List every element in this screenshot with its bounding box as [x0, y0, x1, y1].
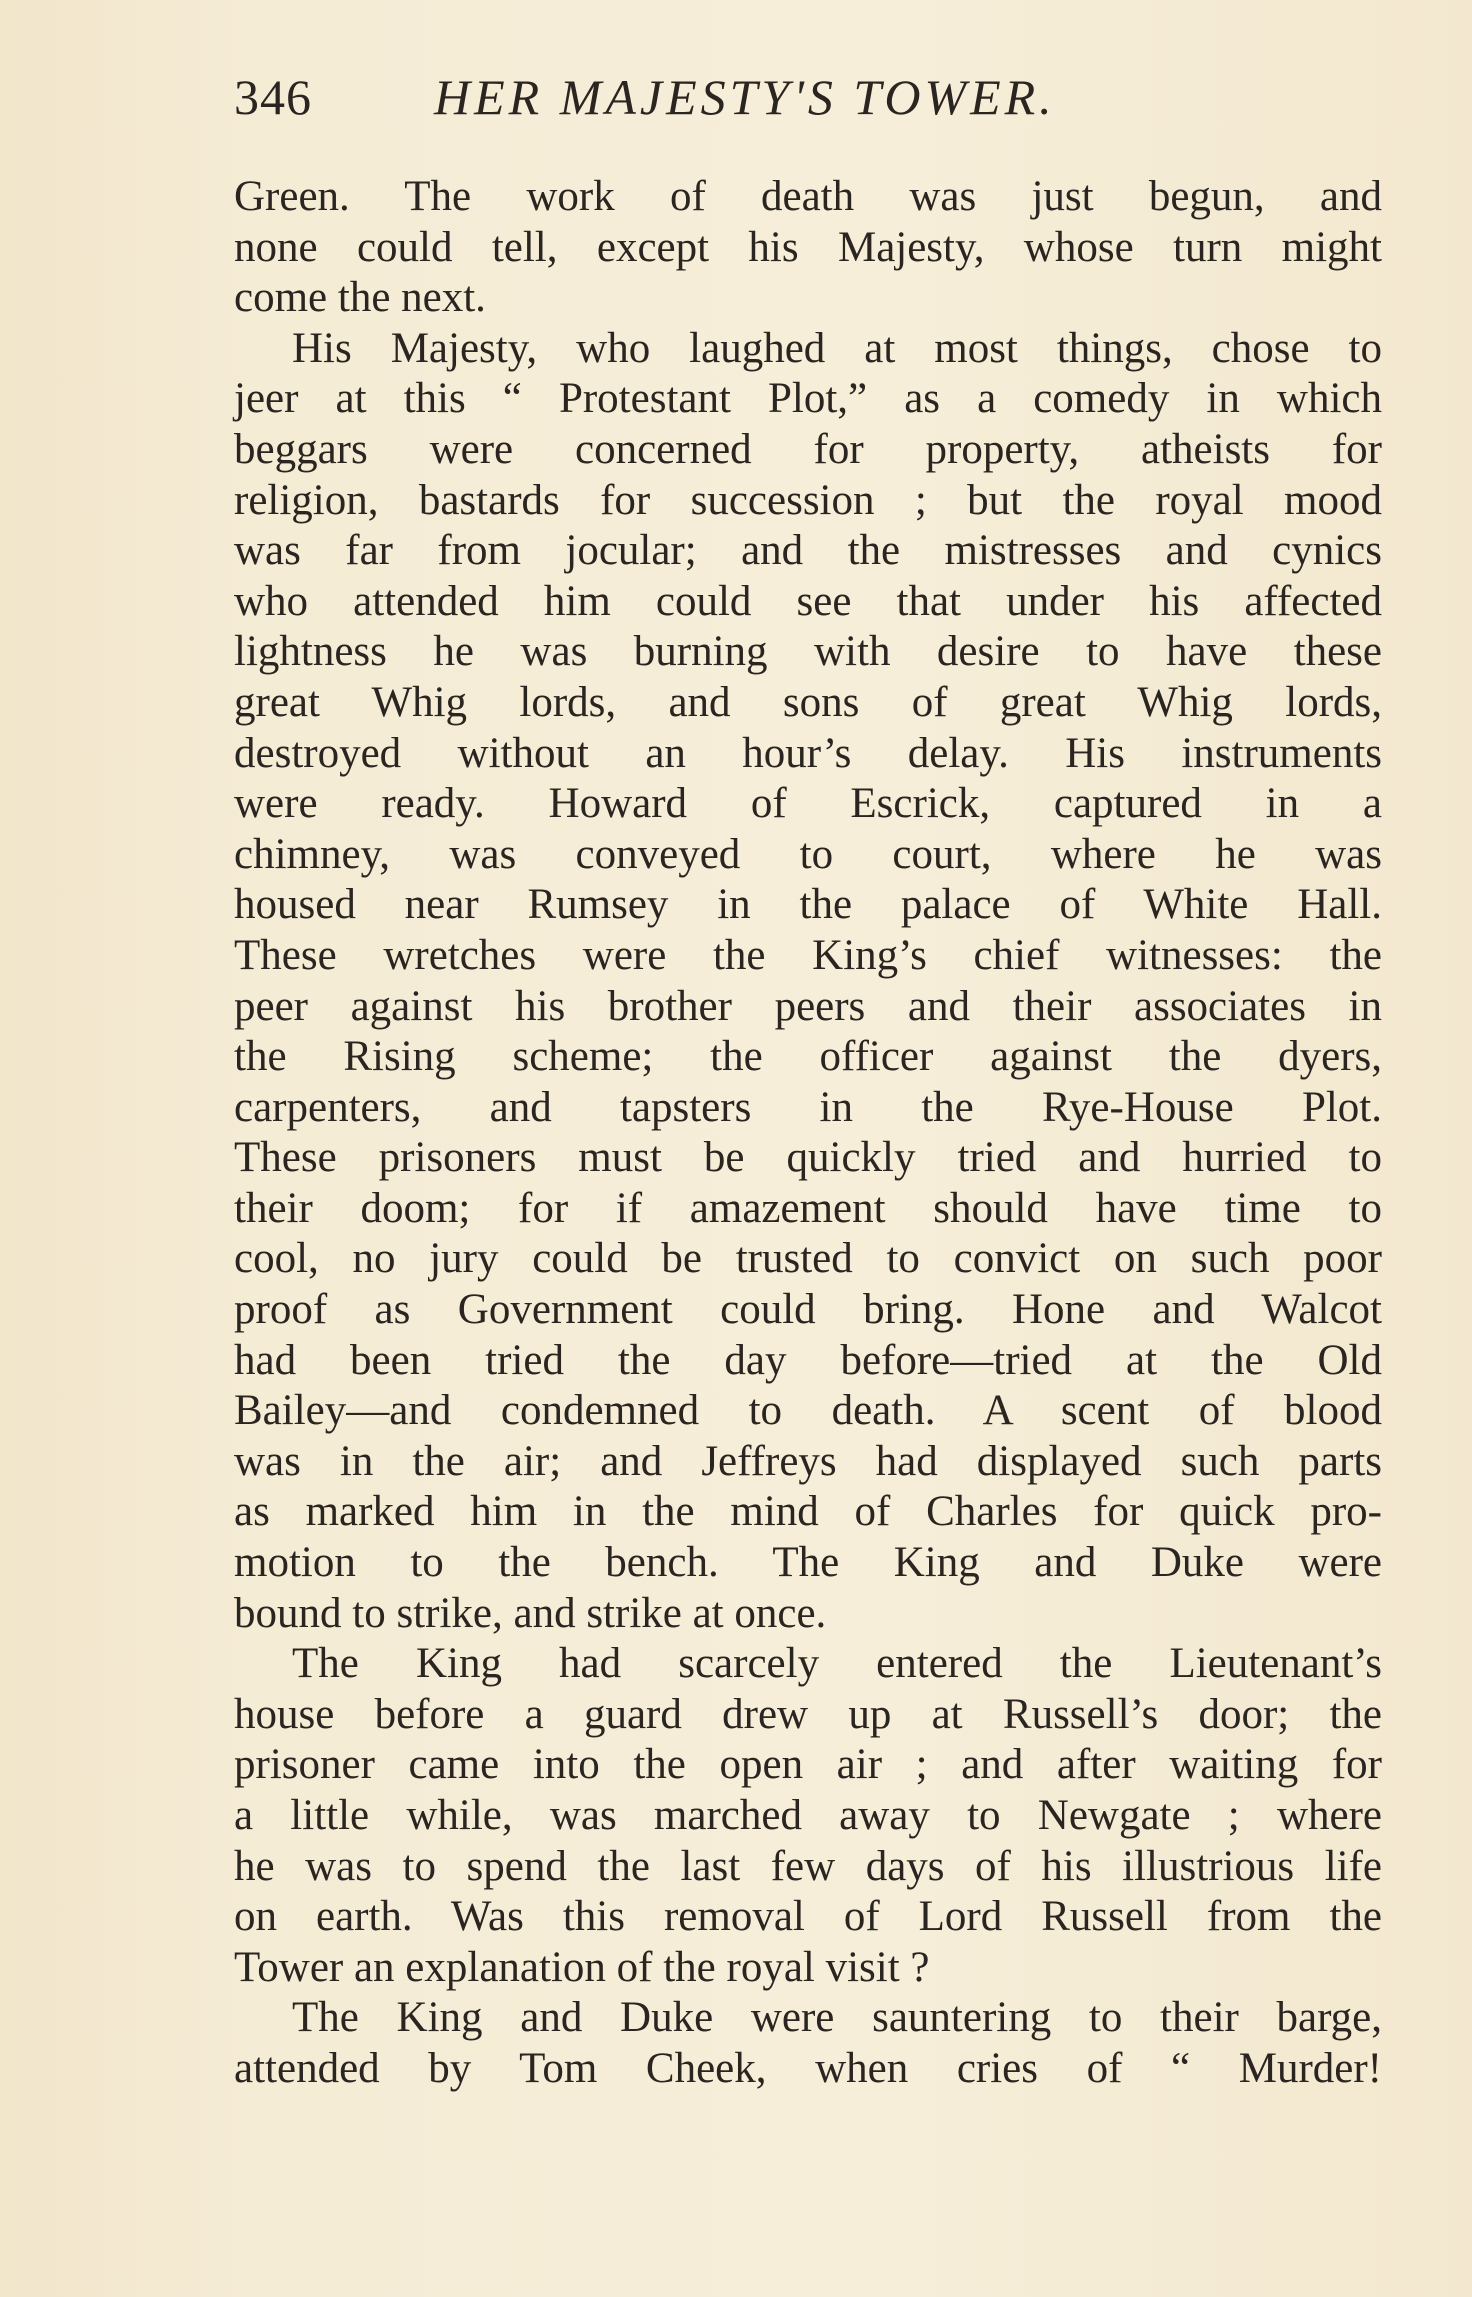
text-line: a little while, was marched away to Newgate ; where — [234, 1792, 1382, 1839]
text-line: attended by Tom Cheek, when cries of “ Murder! — [234, 2044, 1382, 2092]
text-line: as marked him in the mind of Charles for quick pro- — [234, 1488, 1382, 1536]
text-line: peer against his brother peers and their associates in — [234, 982, 1382, 1030]
text-line: The King and Duke were sauntering to their barge, — [292, 1994, 1382, 2042]
text-line: on earth. Was this removal of Lord Russell from the — [234, 1893, 1382, 1941]
text-line: house before a guard drew up at Russell’s door; the — [234, 1690, 1382, 1738]
text-line: great Whig lords, and sons of great Whig lords, — [234, 678, 1382, 726]
text-line: Green. The work of death was just begun, and — [234, 173, 1382, 220]
text-line: had been tried the day before—tried at the Old — [234, 1336, 1382, 1384]
text-line: Bailey—and condemned to death. A scent of blood — [234, 1387, 1382, 1435]
text-line: These prisoners must be quickly tried and hurried to — [234, 1134, 1382, 1182]
text-line: The King had scarcely entered the Lieutenant’s — [292, 1640, 1382, 1688]
text-line: carpenters, and tapsters in the Rye-House Plot. — [234, 1083, 1382, 1131]
text-line: who attended him could see that under his affected — [234, 577, 1382, 625]
text-line: bound to strike, and strike at once. — [234, 1589, 827, 1637]
text-line: beggars were concerned for property, atheists for — [234, 425, 1382, 473]
page-number: 346 — [234, 69, 312, 125]
text-line: destroyed without an hour’s delay. His instruments — [234, 729, 1382, 777]
text-line: the Rising scheme; the officer against the dyers, — [234, 1033, 1382, 1081]
text-line: housed near Rumsey in the palace of White Hall. — [234, 881, 1382, 929]
text-line: religion, bastards for succession ; but the royal mood — [234, 476, 1382, 524]
text-line: prisoner came into the open air ; and after waiting for — [234, 1741, 1382, 1789]
text-line: their doom; for if amazement should have time to — [234, 1184, 1382, 1232]
text-line: was far from jocular; and the mistresses and cynics — [234, 527, 1382, 575]
running-title: HER MAJESTY'S TOWER. — [434, 69, 1056, 125]
body-text — [234, 172, 1382, 2095]
text-line: proof as Government could bring. Hone and Walcot — [234, 1286, 1382, 1334]
page-header — [234, 68, 1384, 138]
text-line: chimney, was conveyed to court, where he was — [234, 830, 1382, 878]
text-line: were ready. Howard of Escrick, captured in a — [234, 780, 1382, 828]
text-line: lightness he was burning with desire to have these — [234, 628, 1382, 676]
text-line: His Majesty, who laughed at most things, chose to — [292, 324, 1382, 372]
text-line: he was to spend the last few days of his illustrious life — [234, 1842, 1382, 1890]
text-line: none could tell, except his Majesty, whose turn might — [234, 223, 1382, 271]
text-line: Tower an explanation of the royal visit ? — [234, 1943, 930, 1991]
text-line: These wretches were the King’s chief witnesses: the — [234, 931, 1382, 979]
text-line: come the next. — [234, 274, 486, 322]
text-line: motion to the bench. The King and Duke were — [234, 1539, 1382, 1587]
text-line: jeer at this “ Protestant Plot,” as a comedy in which — [234, 375, 1382, 423]
text-line: cool, no jury could be trusted to convict on such poor — [234, 1235, 1382, 1283]
text-line: was in the air; and Jeffreys had displayed such parts — [234, 1437, 1382, 1485]
